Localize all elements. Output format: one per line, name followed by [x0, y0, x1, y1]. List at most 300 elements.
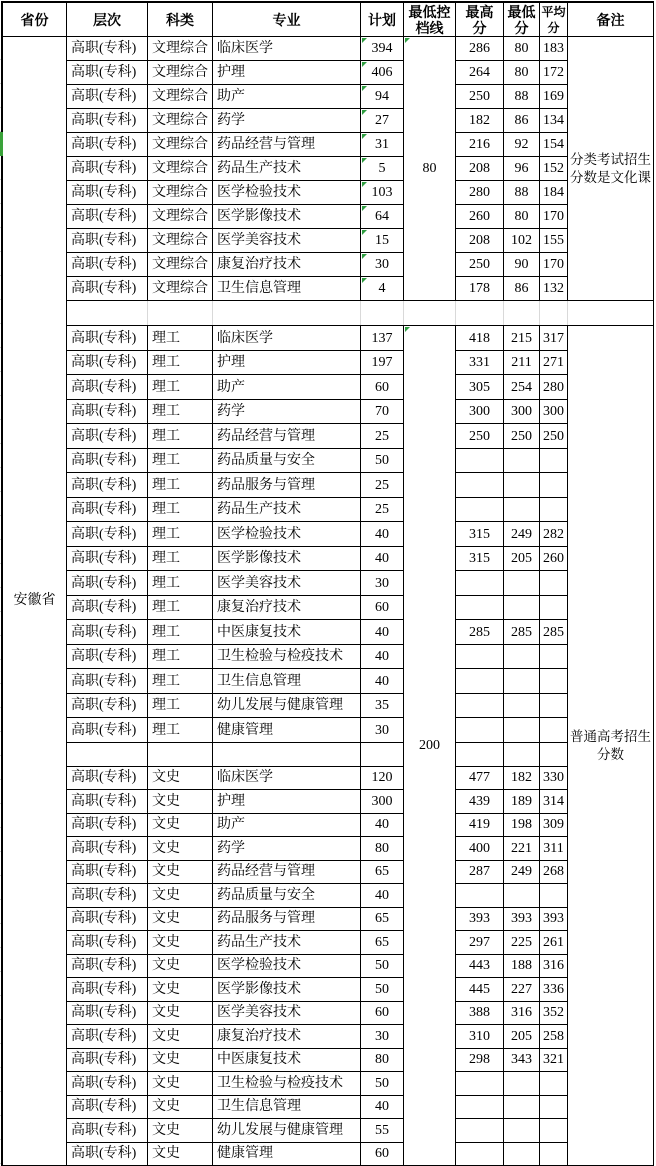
major-cell[interactable]: 卫生信息管理: [212, 668, 361, 694]
score-avg-cell[interactable]: [539, 1071, 568, 1096]
level-cell[interactable]: 高职(专科): [66, 977, 148, 1002]
category-cell[interactable]: 文理综合: [147, 180, 213, 205]
major-cell[interactable]: 助产: [212, 84, 361, 109]
major-cell[interactable]: 卫生信息管理: [212, 1095, 361, 1120]
major-cell[interactable]: 药学: [212, 836, 361, 861]
score-min-cell[interactable]: 205: [503, 546, 540, 572]
major-cell[interactable]: 医学美容技术: [212, 1001, 361, 1026]
level-cell[interactable]: 高职(专科): [66, 521, 148, 547]
score-avg-cell[interactable]: 300: [539, 399, 568, 425]
major-cell[interactable]: 药品质量与安全: [212, 448, 361, 474]
gap-cell[interactable]: [539, 300, 568, 326]
major-cell[interactable]: 护理: [212, 60, 361, 85]
level-cell[interactable]: 高职(专科): [66, 789, 148, 814]
score-max-cell[interactable]: [455, 1071, 504, 1096]
level-cell[interactable]: 高职(专科): [66, 954, 148, 979]
major-cell[interactable]: 幼儿发展与健康管理: [212, 693, 361, 719]
plan-cell[interactable]: 80: [360, 1048, 404, 1073]
category-cell[interactable]: 文理综合: [147, 204, 213, 229]
cutoff-cell-lower[interactable]: [403, 325, 456, 1166]
plan-cell[interactable]: 40: [360, 668, 404, 694]
major-cell[interactable]: 医学影像技术: [212, 546, 361, 572]
header-cell-plan[interactable]: 计划: [360, 2, 404, 37]
category-cell[interactable]: 文史: [147, 1024, 213, 1049]
level-cell[interactable]: 高职(专科): [66, 497, 148, 523]
level-cell[interactable]: 高职(专科): [66, 84, 148, 109]
level-cell[interactable]: 高职(专科): [66, 1142, 148, 1166]
gap-cell[interactable]: [567, 300, 654, 326]
score-max-cell[interactable]: 310: [455, 1024, 504, 1049]
category-cell[interactable]: 文理综合: [147, 228, 213, 253]
empty-row-cell[interactable]: [147, 742, 213, 767]
major-cell[interactable]: 药品质量与安全: [212, 883, 361, 908]
level-cell[interactable]: 高职(专科): [66, 132, 148, 157]
category-cell[interactable]: 文史: [147, 860, 213, 885]
category-cell[interactable]: 文史: [147, 1095, 213, 1120]
score-min-cell[interactable]: 189: [503, 789, 540, 814]
major-cell[interactable]: 医学影像技术: [212, 204, 361, 229]
major-cell[interactable]: 药学: [212, 399, 361, 425]
major-cell[interactable]: 助产: [212, 374, 361, 400]
score-min-cell[interactable]: 215: [503, 325, 540, 351]
score-avg-cell[interactable]: 330: [539, 766, 568, 791]
score-avg-cell[interactable]: [539, 644, 568, 670]
plan-cell[interactable]: 30: [360, 717, 404, 743]
score-max-cell[interactable]: 393: [455, 907, 504, 932]
score-max-cell[interactable]: [455, 448, 504, 474]
score-avg-cell[interactable]: [539, 1095, 568, 1120]
plan-cell[interactable]: 55: [360, 1118, 404, 1143]
gap-cell[interactable]: [503, 300, 540, 326]
score-avg-cell[interactable]: 336: [539, 977, 568, 1002]
score-avg-cell[interactable]: [539, 1142, 568, 1166]
major-cell[interactable]: 药品生产技术: [212, 497, 361, 523]
score-avg-cell[interactable]: [539, 1118, 568, 1143]
score-min-cell[interactable]: 88: [503, 180, 540, 205]
level-cell[interactable]: 高职(专科): [66, 1024, 148, 1049]
header-cell-avg-score[interactable]: 平均分: [539, 2, 568, 37]
category-cell[interactable]: 文理综合: [147, 156, 213, 181]
level-cell[interactable]: 高职(专科): [66, 619, 148, 645]
category-cell[interactable]: 理工: [147, 693, 213, 719]
plan-cell[interactable]: 60: [360, 374, 404, 400]
score-max-cell[interactable]: 331: [455, 350, 504, 376]
score-max-cell[interactable]: 285: [455, 619, 504, 645]
score-min-cell[interactable]: [503, 472, 540, 498]
score-max-cell[interactable]: 315: [455, 546, 504, 572]
score-avg-cell[interactable]: 309: [539, 813, 568, 838]
score-max-cell[interactable]: [455, 1095, 504, 1120]
category-cell[interactable]: 理工: [147, 350, 213, 376]
plan-cell[interactable]: 80: [360, 836, 404, 861]
plan-cell[interactable]: 40: [360, 546, 404, 572]
score-max-cell[interactable]: 419: [455, 813, 504, 838]
score-min-cell[interactable]: 182: [503, 766, 540, 791]
category-cell[interactable]: 理工: [147, 497, 213, 523]
score-min-cell[interactable]: [503, 644, 540, 670]
empty-row-cell[interactable]: [539, 742, 568, 767]
plan-cell[interactable]: 94: [360, 84, 404, 109]
plan-cell[interactable]: 40: [360, 619, 404, 645]
score-max-cell[interactable]: 445: [455, 977, 504, 1002]
score-min-cell[interactable]: [503, 883, 540, 908]
score-max-cell[interactable]: [455, 883, 504, 908]
category-cell[interactable]: 文理综合: [147, 276, 213, 301]
plan-cell[interactable]: 30: [360, 252, 404, 277]
category-cell[interactable]: 理工: [147, 325, 213, 351]
category-cell[interactable]: 文理综合: [147, 60, 213, 85]
score-min-cell[interactable]: 80: [503, 204, 540, 229]
score-avg-cell[interactable]: [539, 595, 568, 621]
level-cell[interactable]: 高职(专科): [66, 930, 148, 955]
major-cell[interactable]: 临床医学: [212, 36, 361, 61]
score-max-cell[interactable]: 280: [455, 180, 504, 205]
major-cell[interactable]: 中医康复技术: [212, 619, 361, 645]
score-avg-cell[interactable]: 311: [539, 836, 568, 861]
major-cell[interactable]: 助产: [212, 813, 361, 838]
category-cell[interactable]: 文史: [147, 1118, 213, 1143]
major-cell[interactable]: 卫生检验与检疫技术: [212, 644, 361, 670]
score-avg-cell[interactable]: [539, 668, 568, 694]
category-cell[interactable]: 文史: [147, 836, 213, 861]
score-max-cell[interactable]: [455, 570, 504, 596]
gap-cell[interactable]: [403, 300, 456, 326]
score-min-cell[interactable]: 90: [503, 252, 540, 277]
major-cell[interactable]: 药品经营与管理: [212, 132, 361, 157]
major-cell[interactable]: 康复治疗技术: [212, 595, 361, 621]
major-cell[interactable]: 药品生产技术: [212, 156, 361, 181]
level-cell[interactable]: 高职(专科): [66, 766, 148, 791]
category-cell[interactable]: 理工: [147, 619, 213, 645]
score-avg-cell[interactable]: 152: [539, 156, 568, 181]
plan-cell[interactable]: 50: [360, 977, 404, 1002]
score-max-cell[interactable]: 305: [455, 374, 504, 400]
category-cell[interactable]: 文史: [147, 1142, 213, 1166]
level-cell[interactable]: 高职(专科): [66, 860, 148, 885]
score-max-cell[interactable]: [455, 1118, 504, 1143]
score-avg-cell[interactable]: 250: [539, 423, 568, 449]
score-avg-cell[interactable]: 316: [539, 954, 568, 979]
level-cell[interactable]: 高职(专科): [66, 350, 148, 376]
category-cell[interactable]: 理工: [147, 644, 213, 670]
plan-cell[interactable]: 50: [360, 448, 404, 474]
plan-cell[interactable]: 35: [360, 693, 404, 719]
plan-cell[interactable]: 15: [360, 228, 404, 253]
plan-cell[interactable]: 40: [360, 644, 404, 670]
gap-cell[interactable]: [66, 300, 148, 326]
score-avg-cell[interactable]: 169: [539, 84, 568, 109]
level-cell[interactable]: 高职(专科): [66, 836, 148, 861]
header-cell-category[interactable]: 科类: [147, 2, 213, 37]
score-min-cell[interactable]: 316: [503, 1001, 540, 1026]
major-cell[interactable]: 健康管理: [212, 717, 361, 743]
category-cell[interactable]: 文理综合: [147, 108, 213, 133]
major-cell[interactable]: 幼儿发展与健康管理: [212, 1118, 361, 1143]
score-min-cell[interactable]: 80: [503, 36, 540, 61]
major-cell[interactable]: 药品生产技术: [212, 930, 361, 955]
gap-cell[interactable]: [360, 300, 404, 326]
score-max-cell[interactable]: 250: [455, 84, 504, 109]
score-min-cell[interactable]: 300: [503, 399, 540, 425]
header-cell-level[interactable]: 层次: [66, 2, 148, 37]
level-cell[interactable]: 高职(专科): [66, 813, 148, 838]
plan-cell[interactable]: 65: [360, 860, 404, 885]
category-cell[interactable]: 理工: [147, 546, 213, 572]
score-min-cell[interactable]: [503, 1095, 540, 1120]
category-cell[interactable]: 理工: [147, 374, 213, 400]
level-cell[interactable]: 高职(专科): [66, 448, 148, 474]
cutoff-cell-upper[interactable]: [403, 36, 456, 301]
level-cell[interactable]: 高职(专科): [66, 1001, 148, 1026]
level-cell[interactable]: 高职(专科): [66, 228, 148, 253]
header-cell-max-score[interactable]: 最高分: [455, 2, 504, 37]
level-cell[interactable]: 高职(专科): [66, 374, 148, 400]
score-avg-cell[interactable]: [539, 883, 568, 908]
score-avg-cell[interactable]: 155: [539, 228, 568, 253]
score-avg-cell[interactable]: 132: [539, 276, 568, 301]
plan-cell[interactable]: 300: [360, 789, 404, 814]
major-cell[interactable]: 临床医学: [212, 325, 361, 351]
score-min-cell[interactable]: 221: [503, 836, 540, 861]
plan-cell[interactable]: 60: [360, 1142, 404, 1166]
level-cell[interactable]: 高职(专科): [66, 423, 148, 449]
score-min-cell[interactable]: [503, 595, 540, 621]
category-cell[interactable]: 理工: [147, 570, 213, 596]
score-min-cell[interactable]: 227: [503, 977, 540, 1002]
plan-cell[interactable]: 25: [360, 472, 404, 498]
plan-cell[interactable]: 30: [360, 570, 404, 596]
score-max-cell[interactable]: 260: [455, 204, 504, 229]
header-cell-min-score[interactable]: 最低分: [503, 2, 540, 37]
major-cell[interactable]: 医学影像技术: [212, 977, 361, 1002]
score-max-cell[interactable]: 315: [455, 521, 504, 547]
category-cell[interactable]: 文史: [147, 1001, 213, 1026]
plan-cell[interactable]: 30: [360, 1024, 404, 1049]
score-min-cell[interactable]: 88: [503, 84, 540, 109]
gap-cell[interactable]: [455, 300, 504, 326]
score-max-cell[interactable]: 216: [455, 132, 504, 157]
plan-cell[interactable]: 40: [360, 883, 404, 908]
score-min-cell[interactable]: 86: [503, 276, 540, 301]
score-min-cell[interactable]: 205: [503, 1024, 540, 1049]
major-cell[interactable]: 医学检验技术: [212, 180, 361, 205]
category-cell[interactable]: 文史: [147, 766, 213, 791]
score-avg-cell[interactable]: 183: [539, 36, 568, 61]
category-cell[interactable]: 文史: [147, 930, 213, 955]
level-cell[interactable]: 高职(专科): [66, 717, 148, 743]
level-cell[interactable]: 高职(专科): [66, 399, 148, 425]
score-max-cell[interactable]: 208: [455, 156, 504, 181]
plan-cell[interactable]: 31: [360, 132, 404, 157]
score-avg-cell[interactable]: 154: [539, 132, 568, 157]
level-cell[interactable]: 高职(专科): [66, 907, 148, 932]
plan-cell[interactable]: 137: [360, 325, 404, 351]
level-cell[interactable]: 高职(专科): [66, 570, 148, 596]
level-cell[interactable]: 高职(专科): [66, 546, 148, 572]
major-cell[interactable]: 临床医学: [212, 766, 361, 791]
major-cell[interactable]: 康复治疗技术: [212, 252, 361, 277]
score-avg-cell[interactable]: 393: [539, 907, 568, 932]
major-cell[interactable]: 药品经营与管理: [212, 860, 361, 885]
major-cell[interactable]: 中医康复技术: [212, 1048, 361, 1073]
major-cell[interactable]: 医学检验技术: [212, 954, 361, 979]
score-min-cell[interactable]: [503, 668, 540, 694]
score-min-cell[interactable]: [503, 1071, 540, 1096]
major-cell[interactable]: 药学: [212, 108, 361, 133]
remark-cell-lower[interactable]: 普通高考招生分数: [567, 325, 654, 1166]
score-avg-cell[interactable]: [539, 448, 568, 474]
score-min-cell[interactable]: [503, 693, 540, 719]
major-cell[interactable]: 卫生信息管理: [212, 276, 361, 301]
level-cell[interactable]: 高职(专科): [66, 1095, 148, 1120]
category-cell[interactable]: 文理综合: [147, 252, 213, 277]
empty-row-cell[interactable]: [360, 742, 404, 767]
score-max-cell[interactable]: 443: [455, 954, 504, 979]
level-cell[interactable]: 高职(专科): [66, 472, 148, 498]
score-max-cell[interactable]: 400: [455, 836, 504, 861]
level-cell[interactable]: 高职(专科): [66, 36, 148, 61]
score-max-cell[interactable]: [455, 497, 504, 523]
score-max-cell[interactable]: 388: [455, 1001, 504, 1026]
major-cell[interactable]: 药品服务与管理: [212, 907, 361, 932]
score-avg-cell[interactable]: 261: [539, 930, 568, 955]
score-max-cell[interactable]: 182: [455, 108, 504, 133]
score-min-cell[interactable]: 102: [503, 228, 540, 253]
score-min-cell[interactable]: 254: [503, 374, 540, 400]
category-cell[interactable]: 文史: [147, 1048, 213, 1073]
plan-cell[interactable]: 40: [360, 521, 404, 547]
plan-cell[interactable]: 70: [360, 399, 404, 425]
score-avg-cell[interactable]: [539, 497, 568, 523]
score-min-cell[interactable]: 198: [503, 813, 540, 838]
score-avg-cell[interactable]: 314: [539, 789, 568, 814]
score-avg-cell[interactable]: 268: [539, 860, 568, 885]
level-cell[interactable]: 高职(专科): [66, 325, 148, 351]
major-cell[interactable]: 护理: [212, 350, 361, 376]
category-cell[interactable]: 文史: [147, 813, 213, 838]
level-cell[interactable]: 高职(专科): [66, 1048, 148, 1073]
plan-cell[interactable]: 5: [360, 156, 404, 181]
plan-cell[interactable]: 65: [360, 907, 404, 932]
category-cell[interactable]: 文理综合: [147, 84, 213, 109]
score-max-cell[interactable]: 418: [455, 325, 504, 351]
score-avg-cell[interactable]: 282: [539, 521, 568, 547]
gap-cell[interactable]: [212, 300, 361, 326]
category-cell[interactable]: 理工: [147, 472, 213, 498]
score-max-cell[interactable]: 264: [455, 60, 504, 85]
score-avg-cell[interactable]: [539, 693, 568, 719]
score-min-cell[interactable]: 92: [503, 132, 540, 157]
category-cell[interactable]: 文理综合: [147, 132, 213, 157]
empty-row-cell[interactable]: [212, 742, 361, 767]
score-max-cell[interactable]: [455, 595, 504, 621]
score-min-cell[interactable]: 249: [503, 521, 540, 547]
major-cell[interactable]: 医学美容技术: [212, 570, 361, 596]
level-cell[interactable]: 高职(专科): [66, 883, 148, 908]
score-min-cell[interactable]: 249: [503, 860, 540, 885]
score-max-cell[interactable]: 250: [455, 423, 504, 449]
category-cell[interactable]: 理工: [147, 448, 213, 474]
plan-cell[interactable]: 50: [360, 954, 404, 979]
score-avg-cell[interactable]: 258: [539, 1024, 568, 1049]
score-max-cell[interactable]: [455, 644, 504, 670]
level-cell[interactable]: 高职(专科): [66, 668, 148, 694]
score-max-cell[interactable]: 439: [455, 789, 504, 814]
header-cell-major[interactable]: 专业: [212, 2, 361, 37]
score-max-cell[interactable]: 477: [455, 766, 504, 791]
category-cell[interactable]: 文史: [147, 907, 213, 932]
major-cell[interactable]: 康复治疗技术: [212, 1024, 361, 1049]
major-cell[interactable]: 健康管理: [212, 1142, 361, 1166]
score-avg-cell[interactable]: 285: [539, 619, 568, 645]
category-cell[interactable]: 文史: [147, 1071, 213, 1096]
score-min-cell[interactable]: [503, 1118, 540, 1143]
score-max-cell[interactable]: 250: [455, 252, 504, 277]
score-min-cell[interactable]: 250: [503, 423, 540, 449]
level-cell[interactable]: 高职(专科): [66, 595, 148, 621]
plan-cell[interactable]: 65: [360, 930, 404, 955]
category-cell[interactable]: 理工: [147, 668, 213, 694]
category-cell[interactable]: 文史: [147, 954, 213, 979]
score-max-cell[interactable]: [455, 472, 504, 498]
score-avg-cell[interactable]: 280: [539, 374, 568, 400]
score-min-cell[interactable]: 211: [503, 350, 540, 376]
score-max-cell[interactable]: 287: [455, 860, 504, 885]
score-avg-cell[interactable]: [539, 472, 568, 498]
level-cell[interactable]: 高职(专科): [66, 60, 148, 85]
category-cell[interactable]: 文史: [147, 977, 213, 1002]
level-cell[interactable]: 高职(专科): [66, 108, 148, 133]
category-cell[interactable]: 理工: [147, 595, 213, 621]
score-avg-cell[interactable]: 170: [539, 204, 568, 229]
province-cell[interactable]: 安徽省: [2, 36, 67, 1166]
category-cell[interactable]: 文理综合: [147, 36, 213, 61]
major-cell[interactable]: 医学美容技术: [212, 228, 361, 253]
plan-cell[interactable]: 103: [360, 180, 404, 205]
score-avg-cell[interactable]: 352: [539, 1001, 568, 1026]
plan-cell[interactable]: 25: [360, 497, 404, 523]
score-min-cell[interactable]: 343: [503, 1048, 540, 1073]
header-cell-remark[interactable]: 备注: [567, 2, 654, 37]
score-min-cell[interactable]: 96: [503, 156, 540, 181]
score-avg-cell[interactable]: 172: [539, 60, 568, 85]
category-cell[interactable]: 理工: [147, 717, 213, 743]
score-max-cell[interactable]: [455, 1142, 504, 1166]
score-avg-cell[interactable]: 271: [539, 350, 568, 376]
score-max-cell[interactable]: [455, 668, 504, 694]
category-cell[interactable]: 理工: [147, 423, 213, 449]
plan-cell[interactable]: 27: [360, 108, 404, 133]
category-cell[interactable]: 文史: [147, 883, 213, 908]
gap-cell[interactable]: [147, 300, 213, 326]
level-cell[interactable]: 高职(专科): [66, 644, 148, 670]
major-cell[interactable]: 卫生检验与检疫技术: [212, 1071, 361, 1096]
level-cell[interactable]: 高职(专科): [66, 252, 148, 277]
empty-row-cell[interactable]: [66, 742, 148, 767]
level-cell[interactable]: 高职(专科): [66, 1118, 148, 1143]
score-min-cell[interactable]: 188: [503, 954, 540, 979]
score-max-cell[interactable]: 300: [455, 399, 504, 425]
score-max-cell[interactable]: 286: [455, 36, 504, 61]
score-min-cell[interactable]: [503, 497, 540, 523]
score-avg-cell[interactable]: 260: [539, 546, 568, 572]
header-cell-province[interactable]: 省份: [2, 2, 67, 37]
score-avg-cell[interactable]: [539, 717, 568, 743]
score-max-cell[interactable]: 298: [455, 1048, 504, 1073]
score-min-cell[interactable]: [503, 570, 540, 596]
plan-cell[interactable]: 60: [360, 1001, 404, 1026]
major-cell[interactable]: 药品经营与管理: [212, 423, 361, 449]
